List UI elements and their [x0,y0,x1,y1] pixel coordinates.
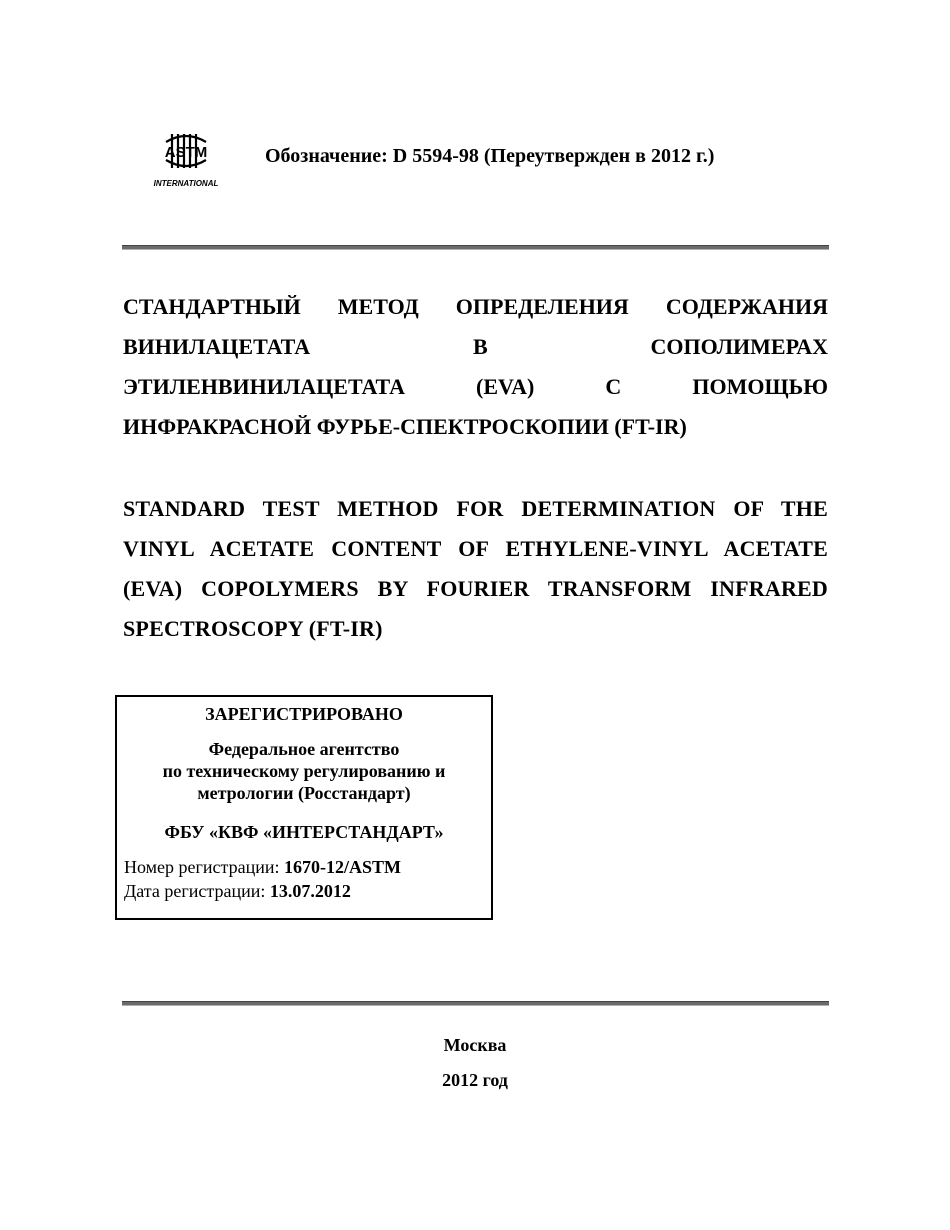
registration-date-label: Дата регистрации: [124,881,270,901]
svg-text:ASTM: ASTM [164,144,208,161]
title-ru-line: ВИНИЛАЦЕТАТА В СОПОЛИМЕРАХ [123,334,828,359]
title-en-line: SPECTROSCOPY (FT-IR) [123,616,383,641]
astm-logo [148,128,226,190]
title-russian [123,287,828,447]
title-ru-line: ИНФРАКРАСНОЙ ФУРЬЕ-СПЕКТРОСКОПИИ (FT-IR) [123,414,687,439]
svg-text:INTERNATIONAL: INTERNATIONAL [153,179,219,188]
agency-line: по техническому регулированию и [162,761,446,781]
agency-line: метрологии (Росстандарт) [197,783,411,803]
title-en-line: VINYL ACETATE CONTENT OF ETHYLENE-VINYL ACETATE [123,536,828,561]
registration-number-value: 1670-12/ASTM [284,857,402,877]
astm-international-logo-icon [148,128,226,190]
publication-year: 2012 год [442,1070,508,1090]
designation-heading: Обозначение: D 5594-98 (Переутвержден в 2012 г.) [265,145,715,167]
registration-box [115,695,493,920]
registration-organization: ФБУ «КВФ «ИНТЕРСТАНДАРТ» [164,822,444,842]
registration-number [124,857,401,878]
registration-heading: ЗАРЕГИСТРИРОВАНО [205,704,403,724]
agency-line: Федеральное агентство [208,739,400,759]
registration-agency [117,738,491,804]
bottom-divider [122,1001,829,1006]
publication-city: Москва [443,1035,507,1055]
title-ru-line: СТАНДАРТНЫЙ МЕТОД ОПРЕДЕЛЕНИЯ СОДЕРЖАНИЯ [123,294,828,319]
title-en-line: (EVA) COPOLYMERS BY FOURIER TRANSFORM INFRARED [123,576,828,601]
top-divider [122,245,829,250]
title-ru-line: ЭТИЛЕНВИНИЛАЦЕТАТА (EVA) С ПОМОЩЬЮ [123,374,828,399]
title-english [123,489,828,649]
registration-number-label: Номер регистрации: [124,857,285,877]
registration-date [124,881,351,902]
title-en-line: STANDARD TEST METHOD FOR DETERMINATION OF THE [123,496,828,521]
registration-date-value: 13.07.2012 [269,881,351,901]
